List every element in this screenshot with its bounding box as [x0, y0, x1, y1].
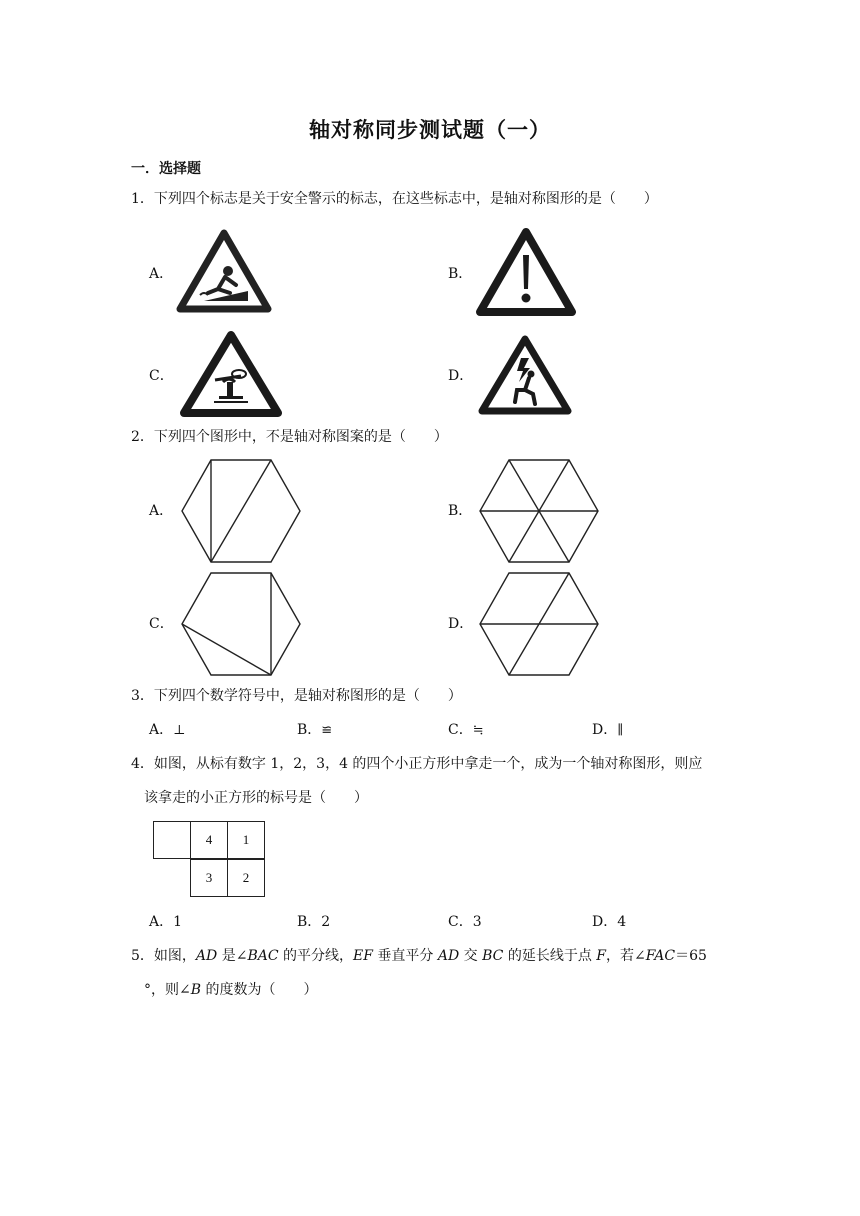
q5-var-b: B: [190, 982, 202, 998]
question-4-stem-line1: 4．如图，从标有数字 1，2，3，4 的四个小正方形中拿走一个，成为一个轴对称图形，则应: [131, 756, 703, 772]
perpendicular-symbol: ⊥: [173, 723, 186, 738]
q2-option-a-label[interactable]: A．: [149, 503, 174, 519]
q2-option-c-label[interactable]: C．: [149, 616, 174, 632]
machinery-hazard-sign-icon: [181, 332, 281, 416]
grid-cell-empty: [153, 821, 190, 859]
q5-text: ，若∠: [606, 948, 646, 964]
q3-option-c[interactable]: [448, 720, 484, 741]
q3-option-a[interactable]: [149, 720, 185, 741]
q5-var-fac: FAC: [645, 948, 676, 964]
question-1-stem: 1．下列四个标志是关于安全警示的标志，在这些标志中，是轴对称图形的是（ ）: [131, 191, 658, 207]
q5-var-ad: AD: [437, 948, 460, 964]
q5-text: 的度数为（ ）: [201, 982, 318, 998]
q1-option-c-label[interactable]: C．: [149, 368, 174, 384]
q4-option-a[interactable]: A．1: [149, 914, 183, 930]
q5-text: 的延长线于点: [503, 948, 597, 964]
q3-option-b-label: B．: [297, 722, 322, 738]
grid-cell-3-label: 3: [205, 870, 213, 885]
electric-shock-sign-icon: [479, 336, 571, 414]
q2-hexagon-figure-c: [181, 572, 301, 676]
q2-option-b-label[interactable]: B．: [448, 503, 473, 519]
q5-text: 的平分线，: [278, 948, 354, 964]
q2-hexagon-figure-a: [181, 459, 301, 563]
q1-option-b-label[interactable]: B．: [448, 266, 473, 282]
grid-cell-2: [227, 859, 265, 897]
q5-var-bc: BC: [482, 948, 504, 964]
q5-text: 垂直平分: [372, 948, 438, 964]
q4-option-c[interactable]: C．3: [448, 914, 482, 930]
question-2-stem: 2．下列四个图形中，不是轴对称图案的是（ ）: [131, 429, 448, 445]
q1-option-d-label[interactable]: D．: [448, 368, 474, 384]
q5-text: 交: [459, 948, 483, 964]
grid-cell-3: [190, 859, 227, 897]
exclamation-warning-sign-icon: [477, 229, 575, 315]
q4-option-b[interactable]: B．2: [297, 914, 331, 930]
q5-text: ＝65: [675, 948, 707, 964]
q3-option-a-label: A．: [149, 722, 174, 738]
approx-equal-symbol: ≒: [472, 723, 484, 738]
q5-text: °，则∠: [144, 982, 191, 998]
page-title: 轴对称同步测试题（一）: [309, 117, 551, 142]
grid-cell-1-label: 1: [242, 832, 250, 847]
question-5-stem-line2: [144, 980, 317, 1000]
question-3-stem: 3．下列四个数学符号中，是轴对称图形的是（ ）: [131, 688, 462, 704]
q1-option-a-label[interactable]: A．: [149, 266, 174, 282]
q5-text: 5．如图，: [131, 948, 196, 964]
congruent-symbol: ≌: [321, 723, 333, 738]
q3-option-d-label: D．: [592, 722, 618, 738]
q3-option-b[interactable]: [297, 720, 332, 741]
q5-var-ef: EF: [353, 948, 373, 964]
grid-cell-1: [227, 821, 265, 859]
question-4-stem-line2: 该拿走的小正方形的标号是（ ）: [144, 790, 368, 806]
q3-option-d[interactable]: [592, 720, 623, 741]
slip-hazard-sign-icon: [178, 231, 270, 311]
q3-option-c-label: C．: [448, 722, 473, 738]
grid-cell-4: [190, 821, 227, 859]
q2-option-d-label[interactable]: D．: [448, 616, 474, 632]
q5-var-ad: AD: [195, 948, 218, 964]
section-heading: 一．选择题: [131, 161, 201, 177]
q5-text: 是∠: [217, 948, 248, 964]
question-5-stem-line1: [131, 946, 707, 966]
q5-var-f: F: [596, 948, 607, 964]
q2-hexagon-figure-d: [479, 572, 599, 676]
q2-hexagon-figure-b: [479, 459, 599, 563]
grid-cell-2-label: 2: [242, 870, 250, 885]
q4-option-d[interactable]: D．4: [592, 914, 627, 930]
parallel-symbol: ∥: [617, 723, 624, 738]
q5-var-bac: BAC: [247, 948, 279, 964]
grid-cell-4-label: 4: [205, 832, 213, 847]
